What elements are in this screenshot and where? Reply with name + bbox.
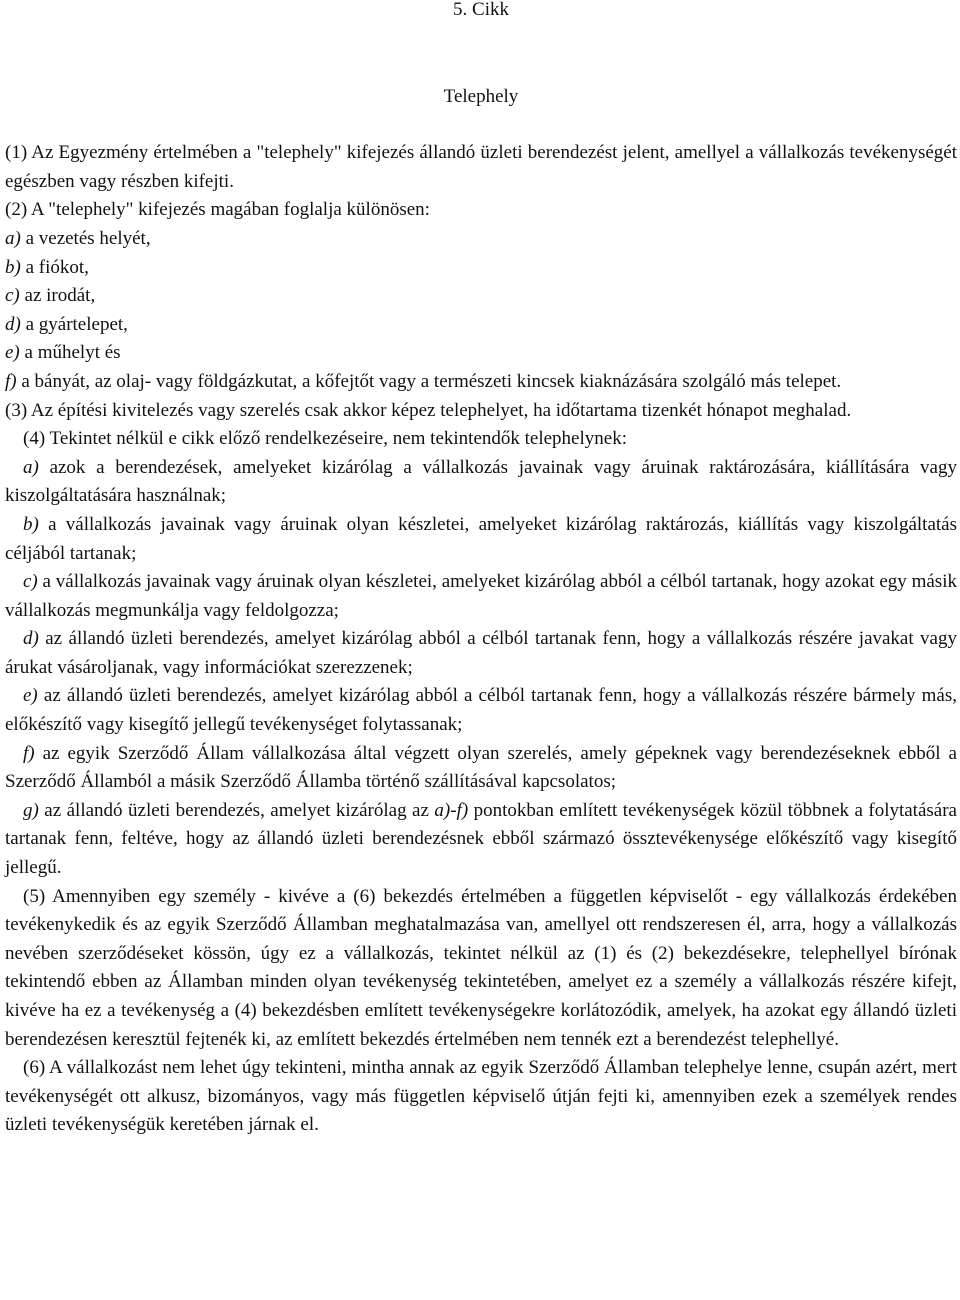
article-body <box>5 139 957 1140</box>
list-item <box>5 225 957 254</box>
article-title: Telephely <box>443 85 519 107</box>
item-label: f) <box>23 742 35 764</box>
item-text: a vállalkozás javainak vagy áruinak olyan készletei, amelyeket kizárólag abból a célból tartanak, hogy azokat egy másik vállalkozás megmunkálja vagy feldolgozza; <box>5 571 957 621</box>
item-label: d) <box>23 628 39 650</box>
item-label: f) <box>5 370 17 392</box>
list-item <box>5 625 957 682</box>
item-text: az egyik Szerződő Állam vállalkozása által végzett olyan szerelés, amely gépeknek vagy berendezéseknek ebből a Szerződő Államból a másik Szerződő Államba történő szállításával kapcsolatos; <box>5 742 957 793</box>
item-label: a) <box>5 227 21 249</box>
item-label: d) <box>5 313 21 335</box>
item-text: az irodát, <box>19 285 96 307</box>
item-label: g) <box>23 799 39 821</box>
item-text: pontokban említett tevékenységek közül többnek a folytatására tartanak fenn, feltéve, hogy az állandó üzleti berendezésnek ebből származó össztevékenysége előkészítő vagy kisegítő jellegű. <box>5 799 957 879</box>
list-item <box>5 368 957 397</box>
item-label: e) <box>5 342 20 364</box>
item-text: a vállalkozás javainak vagy áruinak olyan készletei, amelyeket kizárólag raktározás, kiállítás vagy kiszolgáltatás céljából tartanak; <box>5 513 957 564</box>
item-label: b) <box>23 513 39 535</box>
item-label: e) <box>23 685 38 707</box>
item-text: a fiókot, <box>20 256 89 278</box>
item-text: a műhelyt és <box>19 342 121 364</box>
item-label: c) <box>5 285 20 307</box>
item-label: b) <box>5 256 21 278</box>
list-item <box>5 311 957 340</box>
document-page <box>5 0 957 1140</box>
list-item <box>5 511 957 568</box>
item-text: az állandó üzleti berendezés, amelyet kizárólag az <box>38 799 435 821</box>
list-item <box>5 454 957 511</box>
item-text: a bányát, az olaj- vagy földgázkutat, a kőfejtőt vagy a természeti kincsek kiaknázására szolgáló más telepet. <box>16 370 842 392</box>
item-text: azok a berendezések, amelyeket kizárólag a vállalkozás javainak vagy áruinak raktározására, kiállítására vagy kiszolgáltatására használnak; <box>5 456 957 507</box>
item-text: az állandó üzleti berendezés, amelyet kizárólag abból a célból tartanak fenn, hogy a vállalkozás részére javakat vagy árukat vásároljanak, vagy információkat szerezzenek; <box>5 628 957 678</box>
list-item <box>5 282 957 311</box>
list-item <box>5 254 957 283</box>
list-item <box>5 568 957 625</box>
item-reference: a)-f) <box>434 799 469 821</box>
item-text: a gyártelepet, <box>20 313 128 335</box>
list-item <box>5 797 957 883</box>
list-item <box>5 682 957 739</box>
article-number: 5. Cikk <box>453 0 509 20</box>
list-item <box>5 339 957 368</box>
paragraph-2-intro: (2) A "telephely" kifejezés magában foglalja különösen: <box>5 199 430 221</box>
item-text: az állandó üzleti berendezés, amelyet kizárólag abból a célból tartanak fenn, hogy a vállalkozás részére bármely más, előkészítő vagy kisegítő jellegű tevékenységet folytassanak; <box>5 685 957 736</box>
paragraph-6: (6) A vállalkozást nem lehet úgy tekinteni, mintha annak az egyik Szerződő Államban telephelye lenne, csupán azért, mert tevékenységét ott alkusz, bizományos, vagy más független képviselő útján fejti ki, amennyiben ezek a személyek rendes üzleti tevékenységük keretében járnak el. <box>5 1057 957 1136</box>
paragraph-4-intro: (4) Tekintet nélkül e cikk előző rendelkezéseire, nem tekintendők telephelynek: <box>23 428 627 450</box>
item-label: a) <box>23 456 39 478</box>
item-label: c) <box>23 571 38 593</box>
paragraph-1: (1) Az Egyezmény értelmében a "telephely" kifejezés állandó üzleti berendezést jelent, amellyel a vállalkozás tevékenységét egészben vagy részben kifejti. <box>5 142 957 192</box>
paragraph-3: (3) Az építési kivitelezés vagy szerelés csak akkor képez telephelyet, ha időtartama tizenkét hónapot meghalad. <box>5 399 852 421</box>
list-item <box>5 740 957 797</box>
item-text: a vezetés helyét, <box>20 227 151 249</box>
paragraph-5: (5) Amennyiben egy személy - kivéve a (6) bekezdés értelmében a független képviselőt - egy vállalkozás érdekében tevékenykedik és az egyik Szerződő Államban meghatalmazása van, amellyel ott rendszeresen él, arra, hogy a vállalkozás nevében szerződéseket kössön, úgy ez a vállalkozás, tekintet nélkül az (1) és (2) bekezdésekre, telephellyel bírónak tekintendő ebben az Államban minden olyan tevékenység tekintetében, amelyet ez a személy a vállalkozás részére kifejt, kivéve ha ez a tevékenység a (4) bekezdésben említett tevékenységekre korlátozódik, amelyek, ha azokat egy állandó üzleti berendezésen keresztül fejtenék ki, az említett bekezdés értelmében nem tennék ezt a berendezést telephellyé. <box>5 885 957 1050</box>
